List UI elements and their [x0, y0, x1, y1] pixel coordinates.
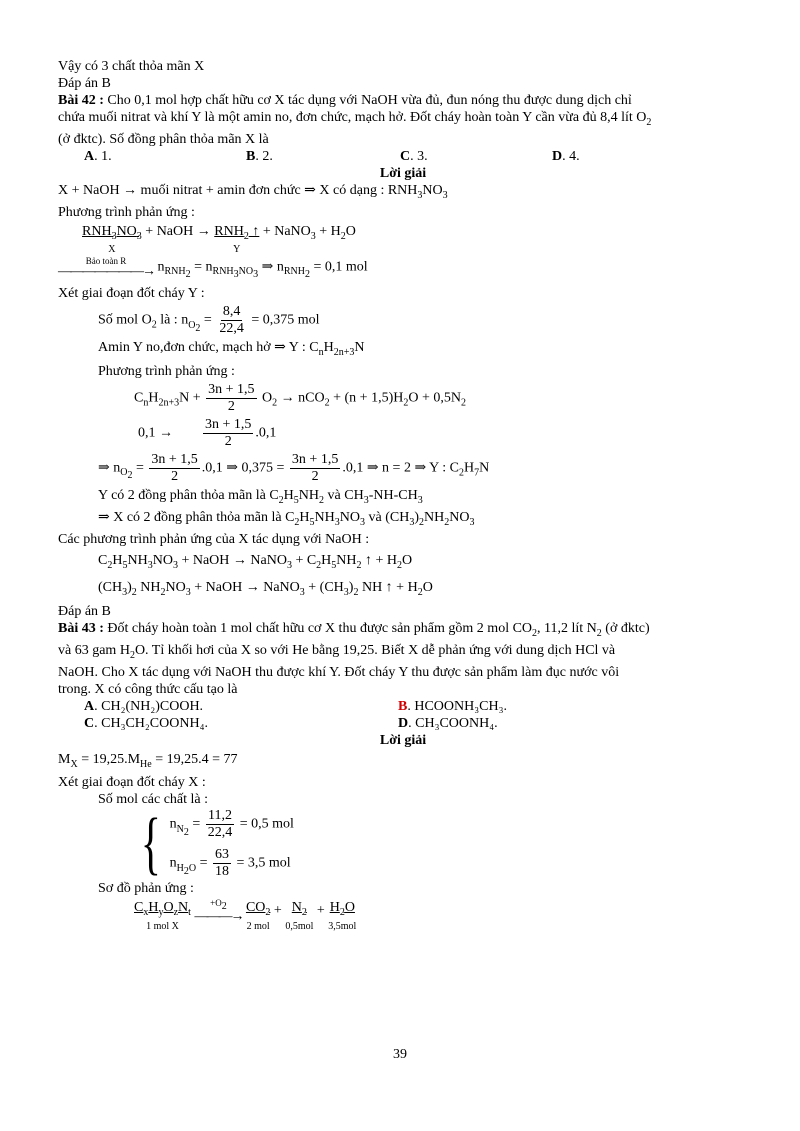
- document-page: [58, 58, 748, 935]
- problem-43-line4: trong. X có công thức cấu tạo là: [58, 681, 238, 697]
- text-line: Đáp án B: [58, 604, 111, 620]
- problem-42-line2: chứa muối nitrat và khí Y là một amin no, đơn chức, mạch hở. Đốt cháy hoàn toàn Y cần vừa đủ 8,4 lít $O_2$: [58, 110, 652, 128]
- option-a: A. 1.: [84, 148, 112, 164]
- equation-3: $C_2H_5NH_3NO_3$ + NaOH → NaNO$_3$ + $C_2H_5NH_2$ ↑ + $H_2O$: [98, 552, 413, 571]
- equation-1: $RNH_3NO_3$ X + NaOH → $RNH_2$ ↑ Y + NaNO$_3$ + $H_2O$: [82, 223, 356, 256]
- equation-o2-moles: Số mol $O_2$ là : $n_{O_2}$ = $\frac{8,4}{22,4}$ = 0,375 mol: [98, 304, 320, 337]
- problem-43-line2: và 63 gam $H_2O$. Tỉ khối hơi của X so với He bằng 19,25. Biết X dễ phản ứng với dung dịch HCl và: [58, 642, 616, 661]
- problem-42-line1: Bài 42 : Cho 0,1 mol hợp chất hữu cơ X tác dụng với NaOH vừa đủ, đun nóng thu được dung dịch chỉ: [58, 93, 632, 108]
- text-line: Xét giai đoạn đốt cháy Y :: [58, 286, 205, 302]
- solution-heading-2: Lời giải: [379, 732, 427, 748]
- system-moles: { $n_{N_2}$ = $\frac{11,2}{22,4}$ = 0,5 mol $n_{H_2O}$ = $\frac{63}{18}$ = 3,5 mol: [140, 805, 294, 883]
- options-43-row2: [58, 715, 748, 732]
- text-line: Vậy có 3 chất thỏa mãn X: [58, 59, 205, 74]
- problem-42-line3: (ở đktc). Số đồng phân thỏa mãn X là: [58, 131, 269, 147]
- text-line: Xét giai đoạn đốt cháy X :: [58, 775, 206, 791]
- options-42: [58, 148, 748, 165]
- text-line: Các phương trình phản ứng của X tác dụng với NaOH :: [58, 531, 370, 547]
- equation-combustion: $C_nH_{2n+3}N$ + $\frac{3n + 1,5}{2}$ $O_2 \to nCO_2 + (n + 1,5)H_2O + 0,5N_2$: [134, 381, 466, 414]
- text-line: Số mol các chất là :: [98, 792, 209, 808]
- page-number: 39: [393, 1047, 407, 1062]
- option-a: A. CH₂(NH₂)COOH.: [84, 698, 204, 714]
- equation-2: Bảo toàn R ———————→ $n_{RNH_2} = n_{RNH_3NO_3}$ ⇒ $n_{RNH_2} = 0,1$ mol: [58, 255, 368, 281]
- problem-43-line3: NaOH. Cho X tác dụng với NaOH thu được khí Y. Đốt cháy Y thu được sản phẩm làm đục nước vôi: [58, 664, 620, 680]
- option-b: B. 2.: [246, 148, 273, 164]
- equation-solve-n: ⇒ $n_{O_2}$ = $\frac{3n + 1,5}{2}$ .0,1 ⇒ 0,375 = $\frac{3n + 1,5}{2}$ .0,1 ⇒ n = 2 ⇒ Y : $C_2H_7N$: [98, 451, 490, 484]
- x-form-line: X + NaOH → muối nitrat + amin đơn chức ⇒ X có dạng : $RNH_3NO_3$: [58, 182, 448, 201]
- equation-stoich: 0,1 → $\frac{3n + 1,5}{2}$ .0,1: [138, 416, 277, 449]
- text-line: Sơ đồ phản ứng :: [98, 881, 194, 897]
- problem-43-line1: Bài 43 : Đốt cháy hoàn toàn 1 mol chất hữu cơ X thu được sản phẩm gồm 2 mol $CO_2$, 11,2 lít $N_2$ (ở đktc): [58, 621, 650, 639]
- text-line: Y có 2 đồng phân thỏa mãn là $C_2H_5NH_2$ và $CH_3-NH-CH_3$: [98, 487, 423, 506]
- text-line: Phương trình phản ứng :: [58, 204, 195, 220]
- solution-heading: Lời giải: [379, 165, 427, 181]
- option-c: C. 3.: [400, 148, 428, 164]
- text-line: Phương trình phản ứng :: [98, 363, 235, 379]
- equation-scheme: $C_xH_yO_zN_t$ 1 mol X $+O_2$ ———→ $CO_2$ 2 mol + $N_2$ 0,5mol + $H_2O$ 3,5mol: [134, 898, 357, 933]
- equation-4: $(CH_3)_2$ $NH_2NO_3$ + NaOH → NaNO$_3$ + $(CH_3)_2$ NH ↑ + $H_2O$: [98, 580, 433, 599]
- option-d: D. CH₃COONH₄.: [398, 715, 498, 731]
- option-c: C. CH₃CH₂COONH₄.: [84, 715, 208, 731]
- option-b: B. HCOONH₃CH₃.: [398, 698, 507, 714]
- text-line: ⇒ X có 2 đồng phân thỏa mãn là $C_2H_5NH_3NO_3$ và $(CH_3)_2NH_2NO_3$: [98, 509, 475, 528]
- option-d: D. 4.: [552, 148, 580, 164]
- text-line: Đáp án B: [58, 76, 111, 91]
- options-43-row1: [58, 698, 748, 715]
- equation-molar-mass: $M_X = 19,25.M_{He} = 19,25.4 = 77$: [58, 751, 238, 770]
- amine-formula: Amin Y no,đơn chức, mạch hở ⇒ Y : $C_nH_{2n+3}N$: [98, 340, 365, 358]
